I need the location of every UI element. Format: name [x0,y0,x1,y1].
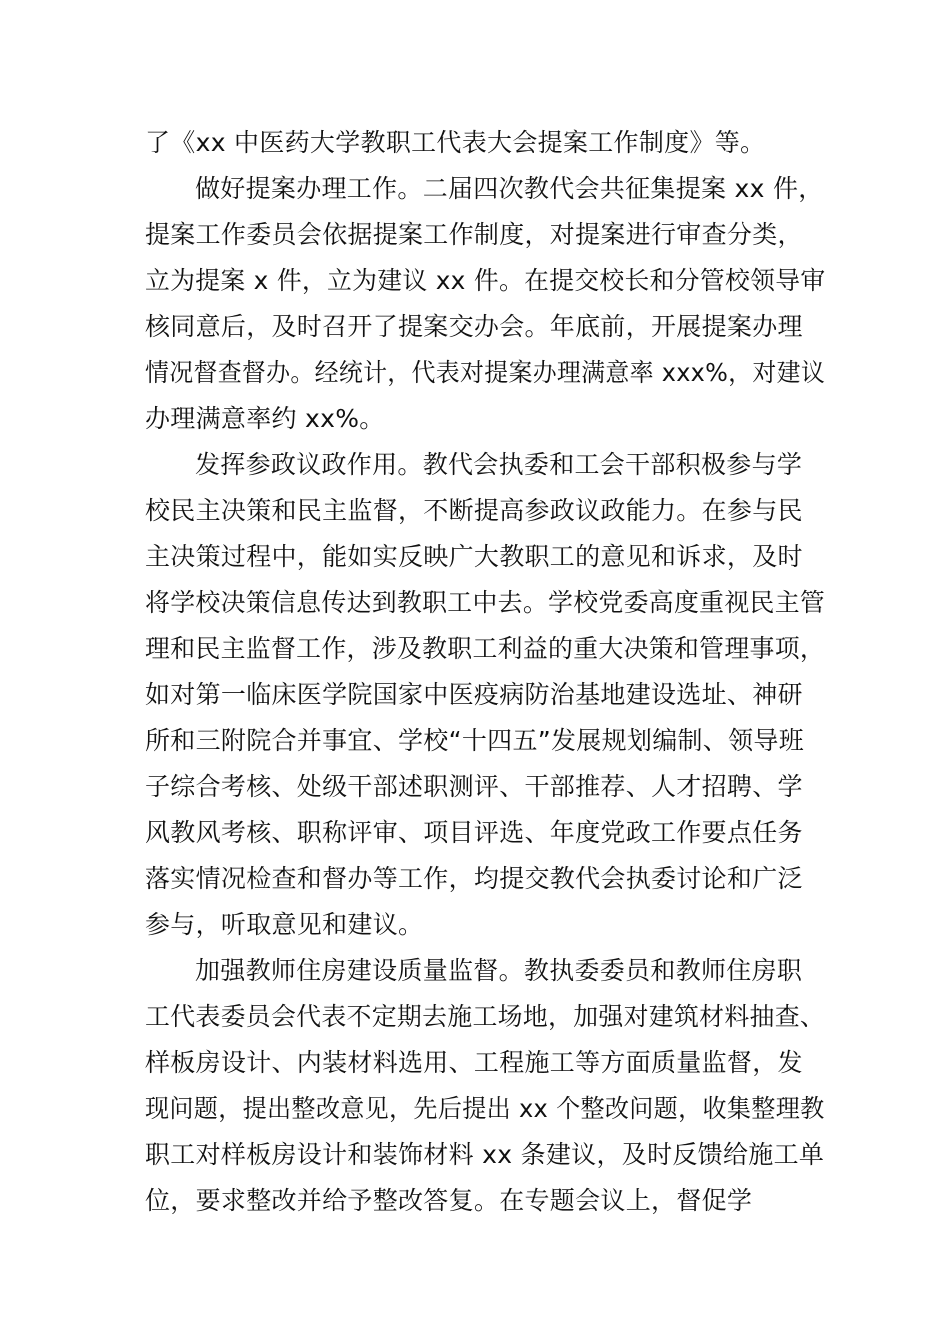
paragraph-start-line: 做好提案办理工作。二届四次教代会共征集提案 xx 件， [195,174,824,203]
text-line: 位，要求整改并给予整改答复。在专题会议上，督促学 [145,1186,753,1215]
text-line: 现问题，提出整改意见，先后提出 xx 个整改问题，收集整理教 [145,1094,825,1123]
text-line: 主决策过程中，能如实反映广大教职工的意见和诉求，及时 [145,542,803,571]
text-line: 理和民主监督工作，涉及教职工利益的重大决策和管理事项， [145,634,826,663]
text-line: 了《xx 中医药大学教职工代表大会提案工作制度》等。 [145,128,766,157]
text-line: 如对第一临床医学院国家中医疫病防治基地建设选址、神研 [145,680,803,709]
text-line: 落实情况检查和督办等工作，均提交教代会执委讨论和广泛 [145,864,803,893]
text-line: 办理满意率约 xx%。 [145,404,385,433]
text-line: 职工对样板房设计和装饰材料 xx 条建议，及时反馈给施工单 [145,1140,825,1169]
text-line: 参与，听取意见和建议。 [145,910,424,939]
text-line: 情况督查督办。经统计，代表对提案办理满意率 xxx%，对建议 [145,358,826,387]
paragraph-start-line: 发挥参政议政作用。教代会执委和工会干部积极参与学 [195,450,803,479]
paragraph-start-line: 加强教师住房建设质量监督。教执委委员和教师住房职 [195,956,803,985]
text-line: 核同意后，及时召开了提案交办会。年底前，开展提案办理 [145,312,803,341]
text-line: 样板房设计、内装材料选用、工程施工等方面质量监督，发 [145,1048,803,1077]
text-line: 校民主决策和民主监督，不断提高参政议政能力。在参与民 [145,496,803,525]
text-line: 将学校决策信息传达到教职工中去。学校党委高度重视民主管 [145,588,826,617]
text-line: 子综合考核、处级干部述职测评、干部推荐、人才招聘、学 [145,772,803,801]
text-line: 所和三附院合并事宜、学校“十四五”发展规划编制、领导班 [145,726,805,755]
text-line: 立为提案 x 件，立为建议 xx 件。在提交校长和分管校领导审 [145,266,826,295]
text-line: 工代表委员会代表不定期去施工场地，加强对建筑材料抽查、 [145,1002,826,1031]
text-line: 风教风考核、职称评审、项目评选、年度党政工作要点任务 [145,818,803,847]
text-line: 提案工作委员会依据提案工作制度，对提案进行审查分类， [145,220,803,249]
